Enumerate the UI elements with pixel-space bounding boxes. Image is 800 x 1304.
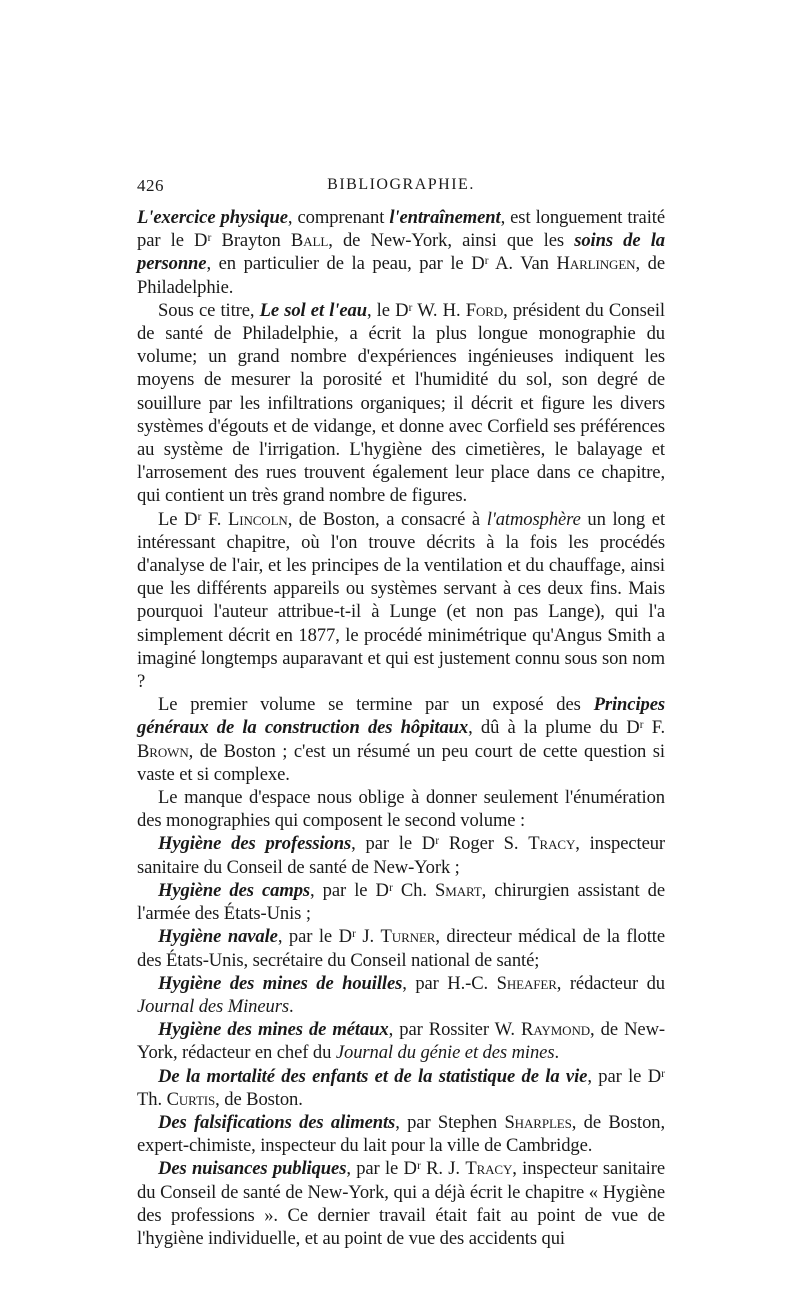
- list-item-metaux: Hygiène des mines de métaux, par Rossiter W. Raymond, de New-York, rédacteur en chef du Journal du génie et des mines.: [137, 1019, 665, 1064]
- paragraph-sol-et-eau: Sous ce titre, Le sol et l'eau, le Dʳ W. H. Ford, président du Conseil de santé de Philadelphie, a écrit la plus longue monographie du volume; un grand nombre d'expériences ingénieuses indiquent les moyens de mesurer la porosité et l'humidité du sol, son degré de souillure par les infiltrations organiques; il décrit et figure les divers systèmes d'égouts et de vidange, et donne avec Corfield ses préférences au système de l'irrigation. L'hygiène des cimetières, le balayage et l'arrosement des rues trouvent également leur place dans ce chapitre, qui contient un très grand nombre de figures.: [137, 299, 665, 507]
- paragraph-exercice-physique: L'exercice physique, comprenant l'entraînement, est longuement traité par le Dʳ Brayton Ball, de New-York, ainsi que les soins de la personne, en particulier de la peau, par le Dʳ A. Van Harlingen, de Philadelphie.: [137, 207, 665, 298]
- paragraph-hopitaux: Le premier volume se termine par un exposé des Principes généraux de la construction des hôpitaux, dû à la plume du Dʳ F. Brown, de Boston ; c'est un résumé un peu court de cette question si vaste et si complexe.: [137, 694, 665, 785]
- list-item-camps: Hygiène des camps, par le Dʳ Ch. Smart, chirurgien assistant de l'armée des États-Unis ;: [137, 879, 666, 925]
- paragraph-atmosphere: Le Dʳ F. Lincoln, de Boston, a consacré à l'atmosphère un long et intéressant chapitre, où l'on trouve décrits à la fois les procédés d'analyse de l'air, et les principes de la ventilation et du chauffage, ainsi que les différents appareils ou systèmes servant à ces deux fins. Mais pourquoi l'auteur attribue-t-il à Lunge (et non pas Lange), qui l'a simplement décrit en 1877, le procédé minimétrique qu'Angus Smith a imaginé longtemps auparavant et qui est justement connu sous son nom ?: [137, 508, 666, 693]
- list-item-houilles: Hygiène des mines de houilles, par H.-C. Sheafer, rédacteur du Journal des Mineurs.: [137, 972, 665, 1017]
- list-item-mortalite: De la mortalité des enfants et de la statistique de la vie, par le Dʳ Th. Curtis, de Boston.: [137, 1065, 665, 1110]
- list-item-falsifications: Des falsifications des aliments, par Stephen Sharples, de Boston, expert-chimiste, inspecteur du lait pour la ville de Cambridge.: [137, 1111, 666, 1157]
- list-item-navale: Hygiène navale, par le Dʳ J. Turner, directeur médical de la flotte des États-Unis, secrétaire du Conseil national de santé;: [137, 926, 665, 971]
- list-item-nuisances: Des nuisances publiques, par le Dʳ R. J. Tracy, inspecteur sanitaire du Conseil de santé de New-York, qui a déjà écrit le chapitre « Hygiène des professions ». Ce dernier travail était fait au point de vue de l'hygiène individuelle, et au point de vue des accidents qui: [137, 1158, 665, 1249]
- paragraph-second-volume: Le manque d'espace nous oblige à donner seulement l'énumération des monographies qui composent le second volume :: [137, 787, 665, 832]
- page-number: 426: [137, 176, 164, 195]
- running-head: BIBLIOGRAPHIE.: [327, 176, 475, 193]
- body-text: [137, 206, 665, 1250]
- page-header: [137, 176, 665, 200]
- list-item-professions: Hygiène des professions, par le Dʳ Roger S. Tracy, inspecteur sanitaire du Conseil de santé de New-York ;: [137, 833, 666, 878]
